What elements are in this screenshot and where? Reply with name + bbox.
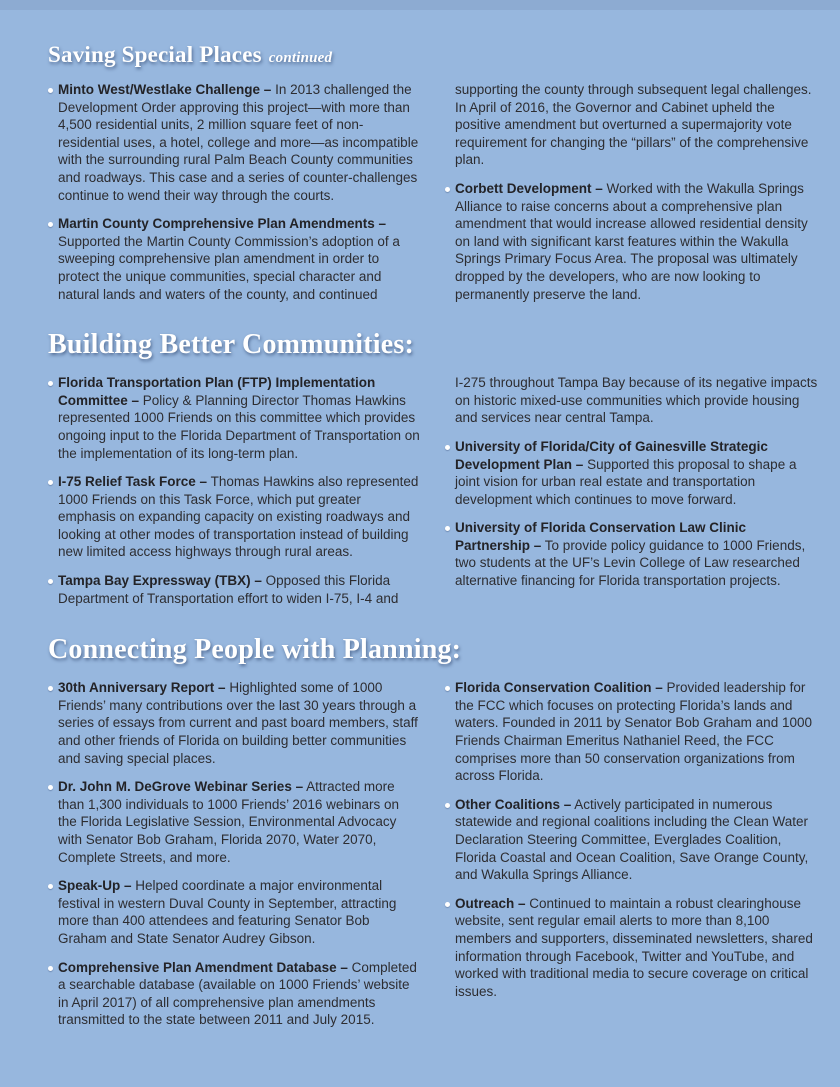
item-text xyxy=(455,438,818,508)
item-text xyxy=(455,180,818,303)
list-item xyxy=(48,374,421,462)
item-text xyxy=(455,519,818,589)
item-body: Supported this proposal to shape a joint vision for urban real estate and transportation development which continues to move forward. xyxy=(455,456,797,507)
section-title xyxy=(48,634,818,666)
list-item xyxy=(48,959,421,1029)
list-item xyxy=(48,572,421,607)
continuation-paragraph xyxy=(445,374,818,427)
bullet-icon xyxy=(48,966,53,971)
item-text xyxy=(58,81,421,204)
item-title: University of Florida/City of Gainesville Strategic Development Plan – xyxy=(455,438,768,472)
item-text xyxy=(455,374,818,427)
bullet-icon xyxy=(48,785,53,790)
item-text xyxy=(58,572,421,607)
section-building-better-communities xyxy=(48,329,818,618)
two-column-layout xyxy=(48,374,818,618)
bullet-icon xyxy=(445,445,450,450)
list-item xyxy=(48,473,421,561)
bullet-icon xyxy=(48,480,53,485)
two-column-layout xyxy=(48,81,818,314)
item-body: Helped coordinate a major environmental festival in western Duval County in September, attracting more than 400 attendees and featuring Senator Bob Graham and State Senator Audrey Gibson. xyxy=(58,878,397,946)
section-saving-special-places xyxy=(48,42,818,314)
item-body: I-275 throughout Tampa Bay because of its negative impacts on historic mixed-use communities which provide housing and services near central Tampa. xyxy=(455,375,818,426)
item-text xyxy=(455,679,818,785)
right-column xyxy=(445,374,818,618)
item-text xyxy=(58,374,421,462)
continuation-paragraph xyxy=(445,81,818,169)
list-item xyxy=(48,877,421,947)
item-body: Continued to maintain a robust clearinghouse website, sent regular email alerts to more than 8,100 members and supporters, disseminated newsletters, shared information through Facebook, Twitter and YouTube, and worked with traditional media to secure coverage on critical issues. xyxy=(455,895,813,999)
item-title: Outreach – xyxy=(455,895,526,911)
item-body: Policy & Planning Director Thomas Hawkins represented 1000 Friends on this committee which provides ongoing input to the Florida Department of Transportation on the implementation of its long-term plan. xyxy=(58,392,420,461)
list-item xyxy=(445,438,818,508)
section-title xyxy=(48,42,818,68)
list-item xyxy=(445,796,818,884)
left-column xyxy=(48,81,421,314)
item-body: Opposed this Florida Department of Transportation effort to widen I-75, I-4 and xyxy=(58,573,399,606)
bullet-icon xyxy=(445,902,450,907)
list-item xyxy=(445,519,818,589)
list-item xyxy=(445,679,818,785)
section-title xyxy=(48,329,818,361)
item-body: Supported the Martin County Commission’s adoption of a sweeping comprehensive plan amendment in order to protect the unique communities, special character and natural lands and waters of the county, and continued xyxy=(58,233,400,302)
item-title: Florida Conservation Coalition – xyxy=(455,680,663,696)
item-text xyxy=(455,796,818,884)
list-item xyxy=(48,778,421,866)
item-body: Completed a searchable database (available on 1000 Friends’ website in April 2017) of all comprehensive plan amendments transmitted to the state between 2011 and July 2015. xyxy=(58,959,417,1028)
item-title: Florida Transportation Plan (FTP) Implementation Committee – xyxy=(58,375,376,408)
bullet-icon xyxy=(48,381,53,386)
item-body: supporting the county through subsequent legal challenges. In April of 2016, the Governor and Cabinet upheld the positive amendment but overturned a supermajority vote requirement for changing the “pillars” of the comprehensive plan. xyxy=(455,82,812,168)
right-column xyxy=(445,81,818,314)
list-item xyxy=(48,215,421,303)
left-column xyxy=(48,679,421,1040)
item-text xyxy=(455,895,818,1001)
item-text xyxy=(58,959,421,1029)
continued-label: continued xyxy=(268,50,333,66)
item-text xyxy=(58,679,421,767)
bullet-icon xyxy=(48,686,53,691)
item-title: Dr. John M. DeGrove Webinar Series – xyxy=(58,779,304,795)
item-title: Other Coalitions – xyxy=(455,796,572,812)
bullet-icon xyxy=(445,526,450,531)
item-title: Speak-Up – xyxy=(58,878,132,894)
item-body: To provide policy guidance to 1000 Friends, two students at the UF’s Levin College of Law researched alternative financing for Florida transportation projects. xyxy=(455,537,806,589)
two-column-layout xyxy=(48,679,818,1040)
section-title-text: Building Better Communities: xyxy=(48,329,414,361)
page-top-band xyxy=(0,0,840,10)
item-body: Highlighted some of 1000 Friends’ many contributions over the last 30 years through a series of essays from current and past board members, staff and other friends of Florida on building better communities and saving special places. xyxy=(58,680,418,766)
bullet-icon xyxy=(445,686,450,691)
report-page xyxy=(0,42,840,1040)
item-text xyxy=(455,81,818,169)
item-body: In 2013 challenged the Development Order approving this project—with more than 4,500 residential units, 2 million square feet of non-residential uses, a hotel, college and more—as incompatible with the surrounding rural Palm Beach County communities and roadways. This case and a series of counter-challenges continue to wend their way through the courts. xyxy=(58,82,419,203)
item-title: Comprehensive Plan Amendment Database – xyxy=(58,959,348,975)
item-body: Worked with the Wakulla Springs Alliance to raise concerns about a comprehensive plan amendment that would increase allowed residential density on land with significant karst features within the Wakulla Springs Primary Focus Area. The proposal was ultimately dropped by the developers, who are now looking to permanently preserve the land. xyxy=(455,180,808,302)
item-text xyxy=(58,877,421,947)
bullet-icon xyxy=(445,187,450,192)
item-body: Provided leadership for the FCC which focuses on protecting Florida’s lands and waters. Founded in 2011 by Senator Bob Graham and 1000 Friends Chairman Emeritus Nathaniel Reed, the FCC comprises more than 50 conservation organizations from across Florida. xyxy=(455,680,812,784)
section-title-text: Connecting People with Planning: xyxy=(48,634,462,666)
item-title: I-75 Relief Task Force – xyxy=(58,474,208,490)
item-text xyxy=(58,778,421,866)
list-item xyxy=(48,679,421,767)
right-column xyxy=(445,679,818,1040)
item-title: Corbett Development – xyxy=(455,180,603,196)
item-title: Minto West/Westlake Challenge – xyxy=(58,82,272,97)
bullet-icon xyxy=(48,884,53,889)
list-item xyxy=(445,180,818,303)
item-body: Thomas Hawkins also represented 1000 Friends on this Task Force, which put greater emphasis on expanding capacity on existing roadways and looking at other modes of transportation instead of building new limited access highways through rural areas. xyxy=(58,474,419,560)
item-text xyxy=(58,473,421,561)
list-item xyxy=(48,81,421,204)
bullet-icon xyxy=(48,579,53,584)
item-title: Martin County Comprehensive Plan Amendments – xyxy=(58,216,387,232)
left-column xyxy=(48,374,421,618)
item-body: Actively participated in numerous statewide and regional coalitions including the Clean Water Declaration Steering Committee, Everglades Coalition, Florida Coastal and Ocean Coalition, Save Orange County, and Wakulla Springs Alliance. xyxy=(455,796,809,883)
list-item xyxy=(445,895,818,1001)
section-title-text: Saving Special Places xyxy=(48,42,262,67)
item-title: University of Florida Conservation Law Clinic Partnership – xyxy=(455,520,747,553)
section-connecting-people-with-planning xyxy=(48,634,818,1040)
item-text xyxy=(58,215,421,303)
bullet-icon xyxy=(445,803,450,808)
bullet-icon xyxy=(48,88,53,93)
item-title: Tampa Bay Expressway (TBX) – xyxy=(58,573,262,589)
bullet-icon xyxy=(48,222,53,227)
item-title: 30th Anniversary Report – xyxy=(58,680,226,696)
item-body: Attracted more than 1,300 individuals to 1000 Friends’ 2016 webinars on the Florida Legislative Session, Environmental Advocacy with Senator Bob Graham, Florida 2070, Water 2070, Complete Streets, and more. xyxy=(58,779,399,865)
